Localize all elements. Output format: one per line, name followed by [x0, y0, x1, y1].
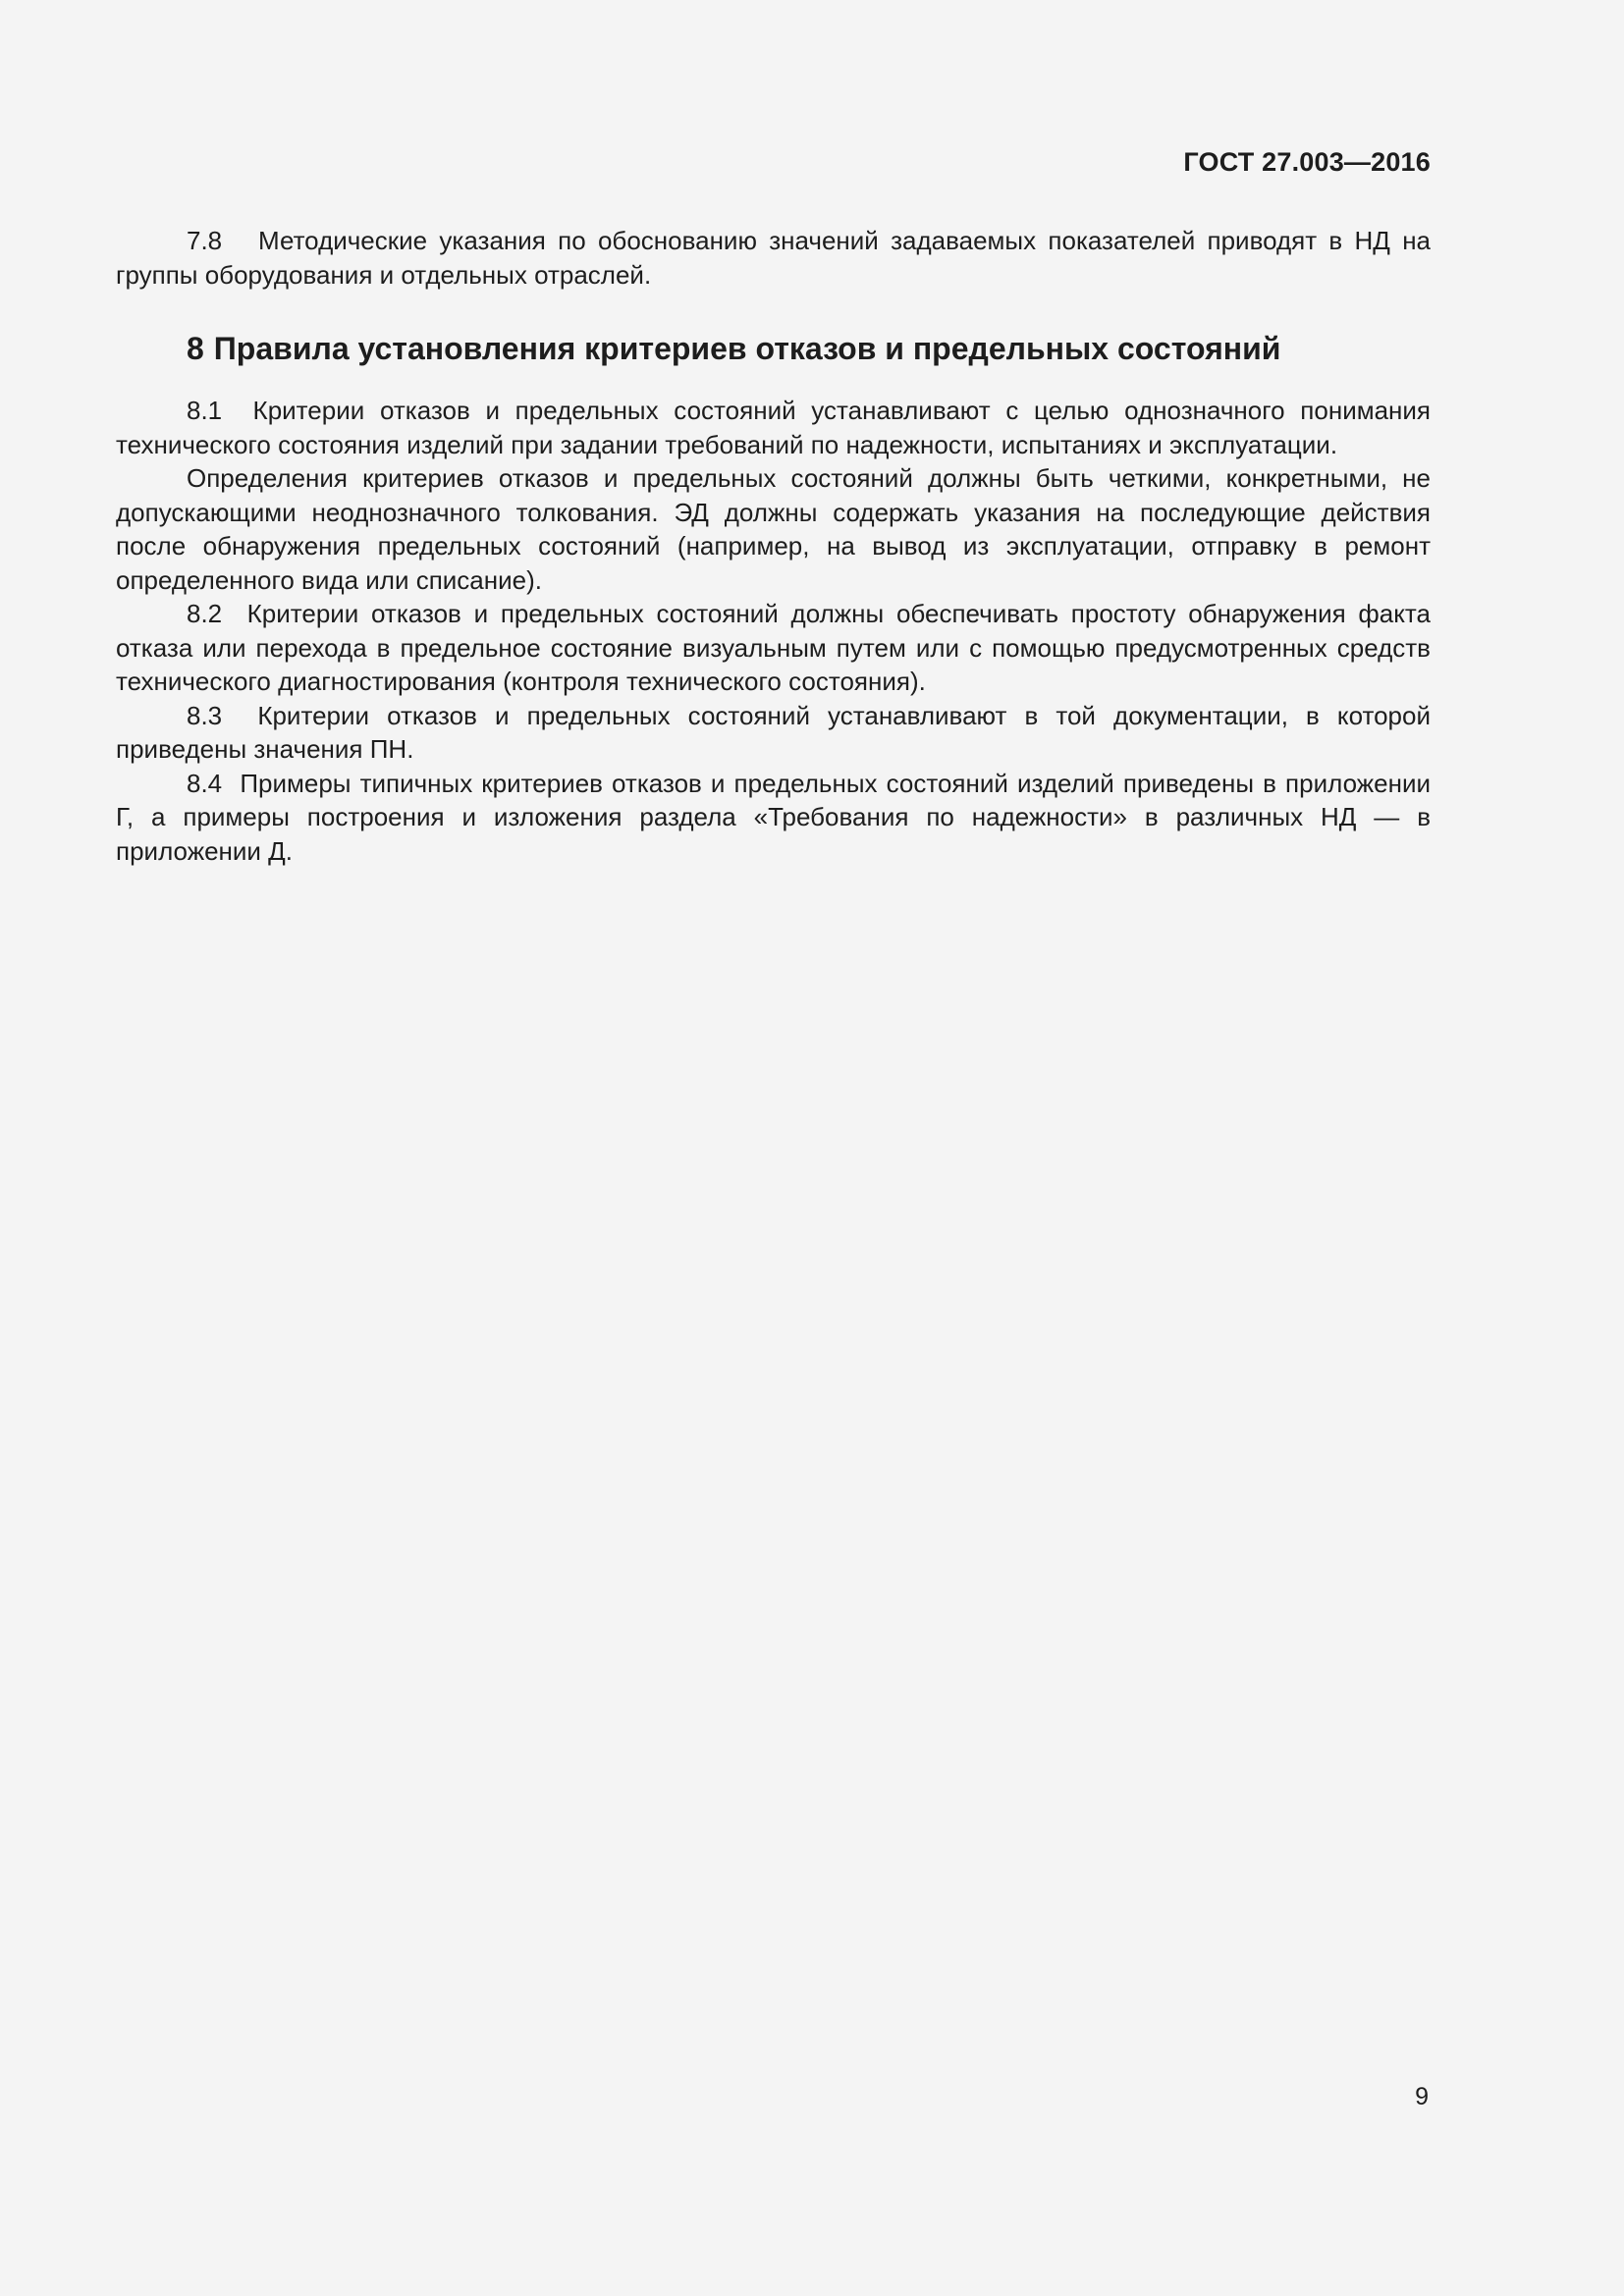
paragraph-number: 8.1: [187, 396, 223, 425]
section-heading: [187, 329, 1424, 368]
paragraph-8-3: [116, 699, 1431, 767]
section-number: 8: [187, 331, 204, 366]
paragraph-number: 7.8: [187, 226, 223, 255]
paragraph-text: Примеры типичных критериев отказов и предельных состояний изделий приведены в приложении Г, а примеры построения и изложения раздела «Требования по надежности» в различных НД — в приложении Д.: [116, 768, 1431, 866]
document-code: ГОСТ 27.003—2016: [1183, 147, 1431, 177]
paragraph-8-1: [116, 394, 1431, 461]
section-title: Правила установления критериев отказов и предельных состояний: [213, 331, 1281, 366]
paragraph-text: Критерии отказов и предельных состояний устанавливают с целью однозначного понимания технического состояния изделий при задании требований по надежности, испытаниях и эксплуатации.: [116, 396, 1432, 459]
paragraph-text: Методические указания по обоснованию значений задаваемых показателей приводят в НД на группы оборудования и отдельных отраслей.: [116, 226, 1432, 290]
paragraph-8-4: [116, 767, 1431, 869]
paragraph-number: 8.3: [187, 700, 223, 730]
page-number: 9: [1415, 2083, 1429, 2110]
paragraph-8-1-cont: [116, 461, 1431, 597]
paragraph-8-2: [116, 597, 1431, 699]
paragraphs-before: [116, 224, 1431, 292]
paragraph-text: Определения критериев отказов и предельных состояний должны быть четкими, конкретными, не допускающими неоднозначного толкования. ЭД должны содержать указания на последующие действия после обнаружения предельных состояний (например, на вывод из эксплуатации, отправку в ремонт определенного вида или списание).: [116, 463, 1431, 595]
paragraph-number: 8.2: [187, 599, 223, 628]
paragraph-text: Критерии отказов и предельных состояний должны обеспечивать простоту обнаружения факта отказа или перехода в предельное состояние визуальным путем или с помощью предусмотренных средств технического диагностирования (контроля технического состояния).: [116, 599, 1431, 696]
section-body: [116, 394, 1431, 868]
paragraph-number: 8.4: [187, 768, 223, 798]
paragraph-text: Критерии отказов и предельных состояний устанавливают в той документации, в которой приведены значения ПН.: [116, 700, 1432, 764]
paragraph-7-8: [116, 224, 1431, 292]
